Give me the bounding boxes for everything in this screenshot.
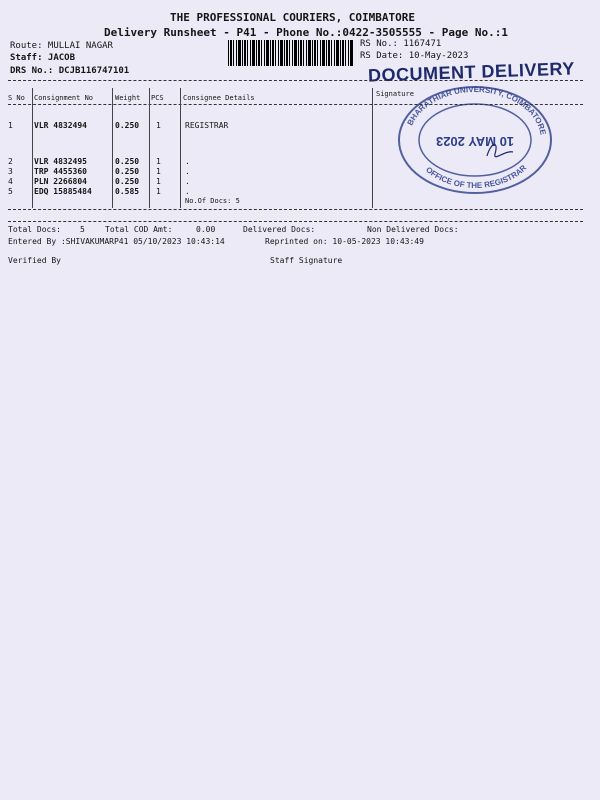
row-consignee: REGISTRAR xyxy=(185,121,229,130)
university-seal xyxy=(395,84,555,196)
entered-by: Entered By :SHIVAKUMARP41 05/10/2023 10:43:14 xyxy=(8,237,225,246)
row-consignment: VLR 4832494 xyxy=(34,121,87,130)
row-sno: 1 xyxy=(8,121,13,130)
row-consignment: EDQ 15885484 xyxy=(34,187,92,196)
route-label: Route: MULLAI NAGAR xyxy=(10,41,113,51)
barcode xyxy=(228,40,354,66)
row-consignment: VLR 4832495 xyxy=(34,157,87,166)
verified-by: Verified By xyxy=(8,256,61,265)
document-delivery-stamp: DOCUMENT DELIVERY xyxy=(367,58,576,86)
seal-bottom-text: OFFICE OF THE REGISTRAR xyxy=(424,163,529,191)
header-signature: Signature xyxy=(376,90,414,98)
company-title: THE PROFESSIONAL COURIERS, COIMBATORE xyxy=(170,11,416,24)
total-docs-label: Total Docs: xyxy=(8,225,61,234)
rs-number: RS No.: 1167471 xyxy=(360,39,442,49)
column-divider xyxy=(149,88,150,208)
total-docs-value: 5 xyxy=(80,225,85,234)
row-consignee: . xyxy=(185,177,190,186)
header-consignee: Consignee Details xyxy=(183,94,255,102)
total-cod-value: 0.00 xyxy=(196,225,216,234)
non-delivered-docs: Non Delivered Docs: xyxy=(367,225,459,234)
total-cod-label: Total COD Amt: xyxy=(105,225,173,234)
drs-number: DRS No.: DCJB116747101 xyxy=(10,66,130,76)
column-divider xyxy=(112,88,113,208)
runsheet-subtitle: Delivery Runsheet - P41 - Phone No.:0422-3505555 - Page No.:1 xyxy=(104,26,508,39)
row-weight: 0.250 xyxy=(115,167,140,176)
seal-date: 10 MAY 2023 xyxy=(435,134,515,149)
row-consignee: . xyxy=(185,187,190,196)
seal-top-text: BHARATHIAR UNIVERSITY, COIMBATORE xyxy=(405,84,548,136)
header-sno: S No xyxy=(8,94,25,102)
row-consignment: PLN 2266804 xyxy=(34,177,87,186)
row-pcs: 1 xyxy=(156,167,161,176)
header-weight: Weight xyxy=(115,94,141,102)
row-pcs: 1 xyxy=(156,187,161,196)
column-divider xyxy=(180,88,181,208)
row-consignee: . xyxy=(185,167,190,176)
row-sno: 4 xyxy=(8,177,13,186)
row-pcs: 1 xyxy=(156,177,161,186)
separator-line xyxy=(8,80,583,81)
no-of-docs: No.Of Docs: 5 xyxy=(185,197,240,205)
reprinted-on: Reprinted on: 10-05-2023 10:43:49 xyxy=(265,237,424,246)
rs-date: RS Date: 10-May-2023 xyxy=(360,51,469,61)
row-consignment: TRP 4455360 xyxy=(34,167,87,176)
header-consignment: Consignment No xyxy=(34,94,94,102)
separator-line xyxy=(8,221,583,222)
staff-signature: Staff Signature xyxy=(270,256,343,265)
separator-line xyxy=(8,209,583,210)
header-pcs: PCS xyxy=(151,94,164,102)
staff-label: Staff: JACOB xyxy=(10,53,76,63)
delivered-docs: Delivered Docs: xyxy=(243,225,316,234)
row-weight: 0.585 xyxy=(115,187,140,196)
row-sno: 5 xyxy=(8,187,13,196)
svg-text:BHARATHIAR UNIVERSITY, COIMBAT xyxy=(406,85,548,136)
row-weight: 0.250 xyxy=(115,121,140,130)
row-pcs: 1 xyxy=(156,121,161,130)
column-divider xyxy=(32,88,33,208)
row-pcs: 1 xyxy=(156,157,161,166)
row-weight: 0.250 xyxy=(115,157,140,166)
column-divider xyxy=(372,88,373,208)
row-consignee: . xyxy=(185,157,190,166)
row-sno: 2 xyxy=(8,157,13,166)
row-weight: 0.250 xyxy=(115,177,140,186)
row-sno: 3 xyxy=(8,167,13,176)
separator-line xyxy=(8,104,583,105)
